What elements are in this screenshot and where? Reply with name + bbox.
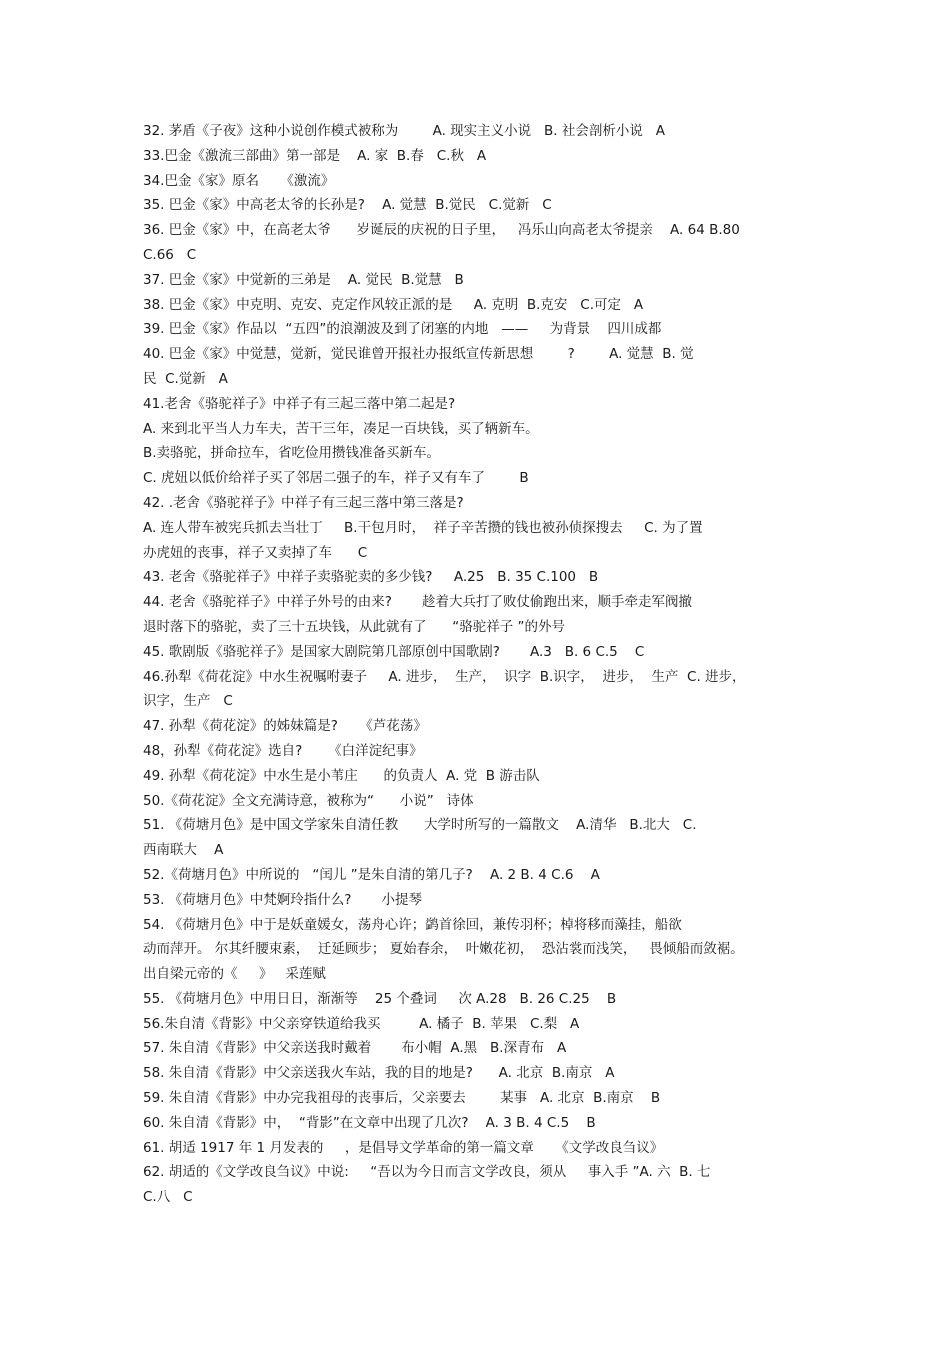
text-line: 58. 朱自清《背影》中父亲送我火车站，我的目的地是? A. 北京 B.南京 A xyxy=(143,1065,615,1082)
text-line: 47. 孙犁《荷花淀》的姊妹篇是? 《芦花荡》 xyxy=(143,718,427,735)
text-line: C. 虎妞以低价给祥子买了邻居二强子的车，祥子又有车了 B xyxy=(143,470,529,487)
text-line: 识字，生产 C xyxy=(143,693,233,710)
text-line: 38. 巴金《家》中克明、克安、克定作风较正派的是 A. 克明 B.克安 C.可定 A xyxy=(143,296,644,313)
text-line: 34.巴金《家》原名 《激流》 xyxy=(143,172,335,189)
text-line: 43. 老舍《骆驼祥子》中祥子卖骆驼卖的多少钱? A.25 B. 35 C.100 B xyxy=(143,569,599,586)
text-line: 33.巴金《激流三部曲》第一部是 A. 家 B.春 C.秋 A xyxy=(143,147,487,164)
text-line: B.卖骆驼，拼命拉车，省吃俭用攒钱准备买新车。 xyxy=(143,445,441,462)
text-line: 民 C.觉新 A xyxy=(143,370,228,387)
text-line: 出自梁元帝的《 》 采莲赋 xyxy=(143,966,326,983)
text-line: 54. 《荷塘月色》中于是妖童媛女，荡舟心许；鹢首徐回，兼传羽杯；棹将移而藻挂，船欲 xyxy=(143,916,682,933)
text-line: 退时落下的骆驼，卖了三十五块钱，从此就有了 “骆驼祥子 ”的外号 xyxy=(143,618,566,635)
text-line: 41.老舍《骆驼祥子》中祥子有三起三落中第二起是? xyxy=(143,395,456,412)
text-line: 办虎妞的丧事，祥子又卖掉了车 C xyxy=(143,544,368,561)
text-line: 55. 《荷塘月色》中用日日，渐渐等 25 个叠词 次 A.28 B. 26 C.25 B xyxy=(143,990,617,1007)
text-line: 49. 孙犁《荷花淀》中水生是小苇庄 的负责人 A. 党 B 游击队 xyxy=(143,767,540,784)
text-line: 42. .老舍《骆驼祥子》中祥子有三起三落中第三落是? xyxy=(143,494,464,511)
text-line: 动而萍开。 尔其纤腰束素， 迁延顾步； 夏始春余， 叶嫩花初， 恐沾裳而浅笑， 畏倾船而敛裾。 xyxy=(143,941,744,958)
text-line: 52.《荷塘月色》中所说的 “闰儿 ”是朱自清的第几子? A. 2 B. 4 C.6 A xyxy=(143,866,600,883)
text-line: 59. 朱自清《背影》中办完我祖母的丧事后，父亲要去 某事 A. 北京 B.南京 B xyxy=(143,1090,661,1107)
text-line: 60. 朱自清《背影》中， “背影”在文章中出现了几次? A. 3 B. 4 C.5 B xyxy=(143,1114,596,1131)
document-body xyxy=(143,119,808,1210)
text-line: 32. 茅盾《子夜》这种小说创作模式被称为 A. 现实主义小说 B. 社会剖析小说 A xyxy=(143,123,665,139)
text-line: 61. 胡适 1917 年 1 月发表的 ，是倡导文学革命的第一篇文章 《文学改良刍议》 xyxy=(143,1139,664,1156)
text-line: A. 来到北平当人力车夫，苦干三年，凑足一百块钱，买了辆新车。 xyxy=(143,420,539,437)
text-line: 50.《荷花淀》全文充满诗意，被称为“ 小说” 诗体 xyxy=(143,792,474,809)
text-line: 37. 巴金《家》中觉新的三弟是 A. 觉民 B.觉慧 B xyxy=(143,271,464,288)
text-line: 36. 巴金《家》中，在高老太爷 岁诞辰的庆祝的日子里， 冯乐山向高老太爷提亲 A. 64 B.80 xyxy=(143,222,740,239)
text-line: 45. 歌剧版《骆驼祥子》是国家大剧院第几部原创中国歌剧? A.3 B. 6 C.5 C xyxy=(143,643,645,660)
text-line: 48，孙犁《荷花淀》选自? 《白洋淀纪事》 xyxy=(143,742,423,759)
text-line: 44. 老舍《骆驼祥子》中祥子外号的由来? 趁着大兵打了败仗偷跑出来，顺手牵走军阀撤 xyxy=(143,594,692,611)
text-line: 西南联大 A xyxy=(143,842,224,859)
text-line: 40. 巴金《家》中觉慧，觉新，觉民谁曾开报社办报纸宣传新思想 ? A. 觉慧 B. 觉 xyxy=(143,346,694,363)
text-line: C.66 C xyxy=(143,246,197,263)
text-line: 56.朱自清《背影》中父亲穿铁道给我买 A. 橘子 B. 苹果 C.梨 A xyxy=(143,1015,580,1032)
text-line: 57. 朱自清《背影》中父亲送我时戴着 布小帽 A.黑 B.深青布 A xyxy=(143,1040,567,1057)
text-line: A. 连人带车被宪兵抓去当壮丁 B.干包月时， 祥子辛苦攒的钱也被孙侦探搜去 C. 为了置 xyxy=(143,519,703,536)
text-line: 35. 巴金《家》中高老太爷的长孙是? A. 觉慧 B.觉民 C.觉新 C xyxy=(143,197,552,214)
text-line: 46.孙犁《荷花淀》中水生祝嘱咐妻子 A. 进步， 生产， 识字 B.识字， 进步， 生产 C. 进步， xyxy=(143,668,746,685)
text-line: 39. 巴金《家》作品以 “五四”的浪潮波及到了闭塞的内地 —— 为背景 四川成都 xyxy=(143,321,662,338)
text-line: 62. 胡适的《文学改良刍议》中说: “吾以为今日而言文学改良，须从 事入手 ”A. 六 B. 七 xyxy=(143,1164,711,1181)
text-line: 53. 《荷塘月色》中梵婀玲指什么? 小提琴 xyxy=(143,891,422,908)
text-line: C.八 C xyxy=(143,1189,193,1206)
text-line: 51. 《荷塘月色》是中国文学家朱自清任教 大学时所写的一篇散文 A.清华 B.北大 C. xyxy=(143,817,697,834)
